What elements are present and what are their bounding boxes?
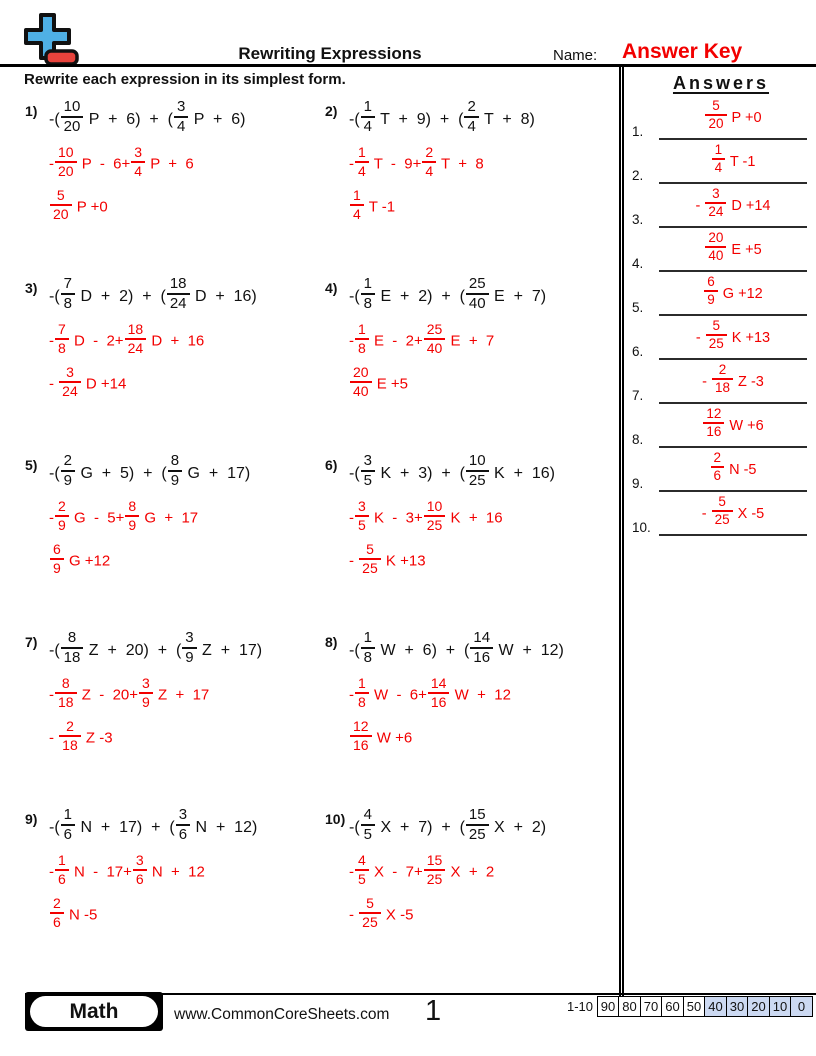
math-text: D +14	[727, 197, 771, 214]
math-text: -(	[49, 110, 60, 128]
fraction: $\frac{5}{25}$	[359, 895, 381, 930]
work-line	[49, 498, 325, 536]
fraction: $\frac{15}{25}$	[466, 806, 489, 843]
math-text: -	[49, 332, 54, 350]
answer-row	[626, 492, 816, 536]
math-text: N + 17) + (	[76, 818, 175, 836]
fraction: $\frac{25}{40}$	[424, 321, 446, 356]
math-text: X -5	[381, 906, 414, 924]
fraction: $\frac{14}{16}$	[470, 629, 493, 666]
problem-expression	[49, 98, 325, 138]
fraction: $\frac{10}{20}$	[61, 98, 84, 135]
math-text: W +6	[372, 729, 413, 747]
problem-expression	[49, 629, 325, 669]
fraction: $\frac{5}{25}$	[712, 494, 733, 528]
fraction: $\frac{4}{5}$	[361, 806, 375, 843]
fraction: $\frac{15}{25}$	[424, 852, 446, 887]
fraction: $\frac{5}{20}$	[50, 187, 72, 222]
math-text: T + 9) + (	[376, 110, 464, 128]
answer-blank	[659, 449, 807, 492]
answers-title: Answers	[672, 73, 770, 93]
score-cell: 10	[769, 996, 792, 1017]
problem	[325, 98, 619, 278]
math-text: -	[49, 863, 54, 881]
problem-expression	[349, 806, 619, 846]
problem-number: 10)	[325, 811, 346, 827]
problem-expression	[349, 98, 619, 138]
math-text: -(	[49, 464, 60, 482]
work-line	[49, 144, 325, 182]
math-text: K +13	[381, 552, 426, 570]
math-text: X + 2	[446, 863, 495, 881]
math-text: N -5	[725, 461, 757, 478]
math-text: Z - 20+	[77, 686, 139, 704]
score-cell: 20	[747, 996, 770, 1017]
fraction: $\frac{2}{4}$	[422, 144, 436, 179]
answer-line	[49, 186, 325, 225]
problem-number: 3)	[25, 280, 38, 296]
math-text: D - 2+	[69, 332, 124, 350]
math-text: -	[49, 686, 54, 704]
fraction: $\frac{3}{4}$	[174, 98, 188, 135]
answer-number: 2.	[632, 168, 644, 183]
answer-number: 7.	[632, 388, 644, 403]
fraction: $\frac{2}{4}$	[464, 98, 478, 135]
math-text: K +13	[727, 329, 771, 346]
answer-row	[626, 272, 816, 316]
fraction: $\frac{5}{25}$	[359, 541, 381, 576]
math-text: -	[349, 906, 359, 924]
answer-number: 6.	[632, 344, 644, 359]
problem-number: 2)	[325, 103, 338, 119]
math-text: X + 2)	[489, 818, 547, 836]
problem	[325, 452, 619, 632]
fraction: $\frac{20}{40}$	[350, 364, 372, 399]
math-text: D + 16)	[190, 287, 257, 305]
problem	[325, 806, 619, 986]
math-text: -(	[349, 110, 360, 128]
answer-blank	[659, 229, 807, 272]
problem	[25, 275, 325, 455]
fraction: $\frac{2}{9}$	[61, 452, 75, 489]
math-text: K + 16	[446, 509, 503, 527]
math-text: P + 6	[146, 155, 194, 173]
score-cell: 30	[726, 996, 749, 1017]
problem	[25, 98, 325, 278]
fraction: $\frac{12}{16}$	[350, 718, 372, 753]
fraction: $\frac{12}{16}$	[703, 406, 724, 440]
fraction: $\frac{8}{9}$	[168, 452, 182, 489]
math-text: Z + 20) + (	[84, 641, 182, 659]
work-line	[349, 852, 619, 890]
math-text: G +12	[718, 285, 763, 302]
fraction: $\frac{1}{8}$	[361, 275, 375, 312]
plus-minus-icon	[20, 12, 80, 68]
answer-line	[349, 540, 619, 579]
math-text: -	[701, 505, 711, 522]
page-title: Rewriting Expressions	[238, 44, 422, 63]
score-cell: 70	[640, 996, 663, 1017]
answer-row	[626, 448, 816, 492]
answers-list	[626, 96, 816, 536]
answer-row	[626, 184, 816, 228]
score-cell: 90	[597, 996, 620, 1017]
answers-divider	[619, 67, 624, 996]
answer-row	[626, 228, 816, 272]
answer-row	[626, 316, 816, 360]
answers-panel	[626, 67, 816, 536]
math-text: X + 7) + (	[376, 818, 465, 836]
fraction: $\frac{3}{9}$	[139, 675, 153, 710]
math-text: P + 6)	[189, 110, 246, 128]
math-text: E +5	[372, 375, 409, 393]
math-text: W + 12)	[494, 641, 564, 659]
answer-blank	[659, 405, 807, 448]
math-text: -	[702, 373, 711, 390]
math-text: Z -3	[734, 373, 764, 390]
answer-blank	[659, 273, 807, 316]
fraction: $\frac{8}{9}$	[125, 498, 139, 533]
answer-line	[349, 186, 619, 225]
math-text: N -5	[64, 906, 98, 924]
problem-number: 8)	[325, 634, 338, 650]
problem-expression	[349, 452, 619, 492]
answer-blank	[659, 361, 807, 404]
fraction: $\frac{8}{18}$	[61, 629, 84, 666]
problem-number: 4)	[325, 280, 338, 296]
math-text: X -5	[733, 505, 765, 522]
work-line	[349, 321, 619, 359]
math-text: K + 3) + (	[376, 464, 465, 482]
problem	[325, 629, 619, 809]
fraction: $\frac{20}{40}$	[705, 230, 726, 264]
problem-number: 7)	[25, 634, 38, 650]
fraction: $\frac{2}{9}$	[55, 498, 69, 533]
answer-line	[49, 540, 325, 579]
fraction: $\frac{1}{8}$	[355, 321, 369, 356]
math-text: T + 8	[437, 155, 484, 173]
work-line	[349, 498, 619, 536]
fraction: $\frac{6}{9}$	[704, 274, 718, 308]
fraction: $\frac{18}{24}$	[125, 321, 147, 356]
fraction: $\frac{1}{8}$	[355, 675, 369, 710]
fraction: $\frac{3}{6}$	[133, 852, 147, 887]
fraction: $\frac{3}{9}$	[182, 629, 196, 666]
problem	[325, 275, 619, 455]
math-text: X - 7+	[369, 863, 423, 881]
fraction: $\frac{2}{18}$	[59, 718, 81, 753]
score-range-label: 1-10	[566, 999, 593, 1014]
problem	[25, 629, 325, 809]
score-cell: 40	[704, 996, 727, 1017]
math-text: -	[349, 552, 359, 570]
fraction: $\frac{1}{6}$	[55, 852, 69, 887]
work-line	[49, 852, 325, 890]
fraction: $\frac{1}{4}$	[350, 187, 364, 222]
answer-line	[49, 717, 325, 756]
name-label: Name:	[553, 47, 598, 64]
math-text: -(	[349, 818, 360, 836]
answer-line	[349, 717, 619, 756]
answer-number: 10.	[632, 520, 651, 535]
math-text: T -1	[364, 198, 396, 216]
math-text: T -1	[726, 153, 756, 170]
fraction: $\frac{1}{4}$	[361, 98, 375, 135]
math-text: Z + 17)	[197, 641, 263, 659]
fraction: $\frac{2}{18}$	[712, 362, 733, 396]
answer-row	[626, 404, 816, 448]
math-text: -	[49, 155, 54, 173]
work-line	[49, 321, 325, 359]
fraction: $\frac{1}{4}$	[712, 142, 726, 176]
fraction: $\frac{5}{20}$	[705, 98, 726, 132]
fraction: $\frac{18}{24}$	[167, 275, 190, 312]
math-text: G + 5) + (	[76, 464, 167, 482]
math-text: G + 17)	[183, 464, 251, 482]
fraction: $\frac{7}{8}$	[61, 275, 75, 312]
subject-badge	[25, 992, 163, 1031]
math-text: K + 16)	[489, 464, 555, 482]
math-text: E +5	[727, 241, 762, 258]
math-text: N + 12)	[191, 818, 258, 836]
math-text: E + 2) + (	[376, 287, 465, 305]
answer-line	[349, 363, 619, 402]
math-text: -(	[49, 287, 60, 305]
math-text: K - 3+	[369, 509, 423, 527]
math-text: -	[349, 686, 354, 704]
answer-number: 3.	[632, 212, 644, 227]
answer-row	[626, 140, 816, 184]
math-text: T + 8)	[479, 110, 535, 128]
answer-number: 9.	[632, 476, 644, 491]
math-text: P + 6) + (	[84, 110, 173, 128]
answer-number: 1.	[632, 124, 644, 139]
math-text: -	[349, 509, 354, 527]
fraction: $\frac{10}{20}$	[55, 144, 77, 179]
answer-number: 5.	[632, 300, 644, 315]
fraction: $\frac{3}{5}$	[361, 452, 375, 489]
math-text: W + 12	[450, 686, 511, 704]
answer-key-text: Answer Key	[622, 40, 743, 63]
instruction-text: Rewrite each expression in its simplest form.	[24, 71, 346, 88]
math-text: -(	[349, 287, 360, 305]
math-text: -	[349, 155, 354, 173]
math-text: D + 2) + (	[76, 287, 166, 305]
math-text: E + 7)	[489, 287, 547, 305]
fraction: $\frac{5}{25}$	[706, 318, 727, 352]
fraction: $\frac{7}{8}$	[55, 321, 69, 356]
math-text: E - 2+	[369, 332, 423, 350]
answer-blank	[659, 317, 807, 360]
problem	[25, 452, 325, 632]
answer-number: 4.	[632, 256, 644, 271]
fraction: $\frac{3}{5}$	[355, 498, 369, 533]
fraction: $\frac{14}{16}$	[428, 675, 450, 710]
fraction: $\frac{3}{24}$	[59, 364, 81, 399]
math-text: -(	[349, 641, 360, 659]
fraction: $\frac{2}{6}$	[50, 895, 64, 930]
problem-expression	[349, 275, 619, 315]
problem-number: 6)	[325, 457, 338, 473]
answer-number: 8.	[632, 432, 644, 447]
math-text: W - 6+	[369, 686, 427, 704]
math-text: T - 9+	[369, 155, 422, 173]
answer-line	[49, 894, 325, 933]
math-text: -(	[349, 464, 360, 482]
answer-blank	[659, 185, 807, 228]
fraction: $\frac{25}{40}$	[466, 275, 489, 312]
problem-expression	[49, 806, 325, 846]
problem	[25, 806, 325, 986]
math-text: -(	[49, 641, 60, 659]
math-text: P - 6+	[77, 155, 131, 173]
work-line	[349, 675, 619, 713]
problem-expression	[49, 452, 325, 492]
fraction: $\frac{3}{4}$	[131, 144, 145, 179]
math-text: D +14	[81, 375, 127, 393]
website-text: www.CommonCoreSheets.com	[174, 1006, 390, 1023]
score-cell: 0	[790, 996, 813, 1017]
math-text: D + 16	[147, 332, 205, 350]
math-text: N + 12	[147, 863, 205, 881]
problem-number: 9)	[25, 811, 38, 827]
math-text: P +0	[72, 198, 108, 216]
commoncoresheets-logo	[20, 12, 80, 68]
answer-blank	[659, 493, 807, 536]
math-text: Z + 17	[153, 686, 210, 704]
math-text: G + 17	[140, 509, 199, 527]
problem-number: 5)	[25, 457, 38, 473]
math-text: -	[49, 509, 54, 527]
math-text: G +12	[64, 552, 111, 570]
problem-expression	[349, 629, 619, 669]
fraction: $\frac{10}{25}$	[466, 452, 489, 489]
answer-blank	[659, 97, 807, 140]
fraction: $\frac{10}{25}$	[424, 498, 446, 533]
problem-expression	[49, 275, 325, 315]
math-text: -(	[49, 818, 60, 836]
math-text: G - 5+	[69, 509, 125, 527]
fraction: $\frac{3}{24}$	[705, 186, 726, 220]
subject-label: Math	[30, 996, 158, 1027]
math-text: P +0	[727, 109, 762, 126]
answer-line	[49, 363, 325, 402]
score-cell: 50	[683, 996, 706, 1017]
answer-row	[626, 360, 816, 404]
fraction: $\frac{8}{18}$	[55, 675, 77, 710]
work-line	[349, 144, 619, 182]
answer-row	[626, 96, 816, 140]
score-cell: 60	[661, 996, 684, 1017]
fraction: $\frac{1}{8}$	[361, 629, 375, 666]
fraction: $\frac{2}{6}$	[711, 450, 725, 484]
math-text: E + 7	[446, 332, 495, 350]
math-text: -	[49, 729, 59, 747]
math-text: -	[349, 332, 354, 350]
problems-grid	[25, 67, 619, 986]
work-line	[49, 675, 325, 713]
math-text: -	[695, 197, 705, 214]
fraction: $\frac{6}{9}$	[50, 541, 64, 576]
math-text: -	[695, 329, 705, 346]
fraction: $\frac{1}{4}$	[355, 144, 369, 179]
fraction: $\frac{3}{6}$	[176, 806, 190, 843]
answer-line	[349, 894, 619, 933]
math-text: -	[349, 863, 354, 881]
math-text: Z -3	[81, 729, 113, 747]
problem-number: 1)	[25, 103, 38, 119]
math-text: -	[49, 375, 59, 393]
fraction: $\frac{4}{5}$	[355, 852, 369, 887]
math-text: W +6	[725, 417, 764, 434]
fraction: $\frac{1}{6}$	[61, 806, 75, 843]
score-tracker	[567, 996, 813, 1017]
math-text: N - 17+	[69, 863, 132, 881]
page-number: 1	[425, 995, 442, 1027]
score-cell: 80	[618, 996, 641, 1017]
minus-icon	[46, 51, 77, 64]
answer-blank	[659, 141, 807, 184]
math-text: W + 6) + (	[376, 641, 470, 659]
